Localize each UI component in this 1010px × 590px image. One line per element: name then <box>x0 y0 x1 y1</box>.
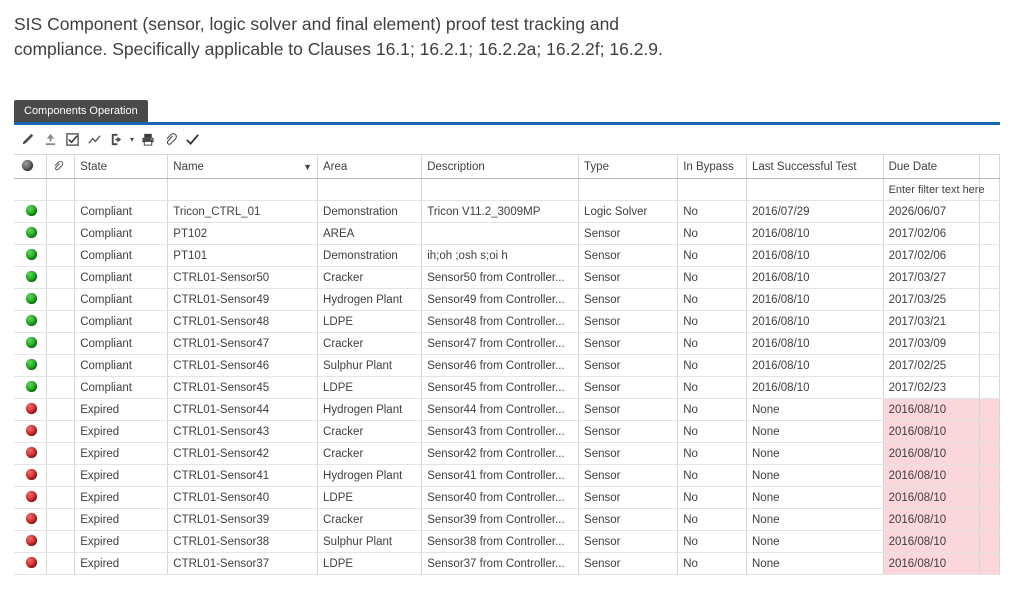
status-red-led-icon <box>26 491 37 502</box>
status-green-led-icon <box>26 359 37 370</box>
cell-area: Hydrogen Plant <box>318 289 422 311</box>
caption-line-2: compliance. Specifically applicable to Clauses 16.1; 16.2.1; 16.2.2a; 16.2.2f; 16.2.9. <box>14 39 663 60</box>
approve-check-icon[interactable] <box>182 130 202 150</box>
cell-due-date: 2016/08/10 <box>883 531 979 553</box>
cell-area: Cracker <box>318 333 422 355</box>
cell-status <box>14 487 46 509</box>
filter-cell-state[interactable] <box>75 179 168 201</box>
cell-area: Hydrogen Plant <box>318 465 422 487</box>
column-header-description[interactable]: Description <box>422 156 579 179</box>
export-icon[interactable] <box>106 130 126 150</box>
cell-last-successful-test: None <box>747 399 884 421</box>
cell-status <box>14 531 46 553</box>
cell-due-date: 2017/03/25 <box>883 289 979 311</box>
cell-area: Cracker <box>318 421 422 443</box>
cell-in-bypass: No <box>678 311 747 333</box>
cell-area: Sulphur Plant <box>318 355 422 377</box>
status-green-led-icon <box>26 315 37 326</box>
cell-status <box>14 311 46 333</box>
status-red-led-icon <box>26 557 37 568</box>
cell-state: Expired <box>75 465 168 487</box>
components-operation-panel <box>14 100 1000 575</box>
filter-row <box>14 179 1000 201</box>
cell-due-date: 2016/08/10 <box>883 421 979 443</box>
cell-area: Cracker <box>318 267 422 289</box>
table-header-row <box>14 156 1000 179</box>
cell-last-successful-test: None <box>747 443 884 465</box>
cell-area: LDPE <box>318 553 422 575</box>
cell-due-date: 2016/08/10 <box>883 553 979 575</box>
status-red-led-icon <box>26 447 37 458</box>
cell-name: CTRL01-Sensor45 <box>168 377 318 399</box>
filter-cell-status[interactable] <box>14 179 46 201</box>
status-red-led-icon <box>26 513 37 524</box>
table-row[interactable] <box>14 267 1000 289</box>
column-header-attachment[interactable] <box>46 156 74 179</box>
cell-state: Compliant <box>75 333 168 355</box>
cell-state: Compliant <box>75 267 168 289</box>
table-row[interactable] <box>14 355 1000 377</box>
cell-state: Expired <box>75 553 168 575</box>
sort-descending-icon: ▼ <box>303 162 313 172</box>
status-green-led-icon <box>26 205 37 216</box>
page-caption <box>0 0 1010 63</box>
cell-description: Sensor40 from Controller... <box>422 487 579 509</box>
filter-cell-name[interactable] <box>168 179 318 201</box>
cell-state: Compliant <box>75 311 168 333</box>
cell-description: Sensor38 from Controller... <box>422 531 579 553</box>
table-row[interactable] <box>14 531 1000 553</box>
status-green-led-icon <box>26 249 37 260</box>
cell-attachment <box>46 443 74 465</box>
cell-spacer <box>979 399 999 421</box>
cell-due-date: 2017/03/21 <box>883 311 979 333</box>
column-header-spacer <box>979 156 999 179</box>
cell-attachment <box>46 267 74 289</box>
cell-in-bypass: No <box>678 377 747 399</box>
status-green-led-icon <box>26 381 37 392</box>
cell-in-bypass: No <box>678 531 747 553</box>
cell-type: Sensor <box>579 355 678 377</box>
status-green-led-icon <box>26 337 37 348</box>
status-green-led-icon <box>26 293 37 304</box>
column-header-state[interactable]: State <box>75 156 168 179</box>
table-row[interactable] <box>14 377 1000 399</box>
cell-spacer <box>979 267 999 289</box>
chevron-down-icon[interactable]: ▾ <box>129 135 134 144</box>
cell-due-date: 2017/02/25 <box>883 355 979 377</box>
table-row[interactable] <box>14 509 1000 531</box>
filter-cell-last-successful-test[interactable] <box>747 179 884 201</box>
table-row[interactable] <box>14 201 1000 223</box>
caption-line-1: SIS Component (sensor, logic solver and final element) proof test tracking and <box>14 14 620 34</box>
cell-spacer <box>979 553 999 575</box>
filter-cell-in-bypass[interactable] <box>678 179 747 201</box>
cell-spacer <box>979 465 999 487</box>
cell-state: Compliant <box>75 289 168 311</box>
cell-name: CTRL01-Sensor47 <box>168 333 318 355</box>
cell-spacer <box>979 421 999 443</box>
edit-pencil-icon[interactable] <box>18 130 38 150</box>
cell-spacer <box>979 509 999 531</box>
filter-cell-area[interactable] <box>318 179 422 201</box>
cell-area: Demonstration <box>318 201 422 223</box>
cell-status <box>14 289 46 311</box>
cell-attachment <box>46 311 74 333</box>
cell-area: Cracker <box>318 443 422 465</box>
cell-name: CTRL01-Sensor38 <box>168 531 318 553</box>
table-row[interactable] <box>14 421 1000 443</box>
cell-attachment <box>46 487 74 509</box>
cell-state: Expired <box>75 531 168 553</box>
cell-last-successful-test: 2016/07/29 <box>747 201 884 223</box>
cell-due-date: 2016/08/10 <box>883 465 979 487</box>
cell-description: Sensor37 from Controller... <box>422 553 579 575</box>
upload-icon[interactable] <box>40 130 60 150</box>
cell-status <box>14 421 46 443</box>
cell-description: Sensor45 from Controller... <box>422 377 579 399</box>
checkbox-icon[interactable] <box>62 130 82 150</box>
cell-last-successful-test: 2016/08/10 <box>747 311 884 333</box>
cell-last-successful-test: None <box>747 531 884 553</box>
cell-type: Sensor <box>579 553 678 575</box>
cell-in-bypass: No <box>678 399 747 421</box>
table-row[interactable] <box>14 245 1000 267</box>
cell-last-successful-test: 2016/08/10 <box>747 245 884 267</box>
column-header-status[interactable] <box>14 156 46 179</box>
cell-last-successful-test: 2016/08/10 <box>747 333 884 355</box>
cell-status <box>14 465 46 487</box>
cell-in-bypass: No <box>678 267 747 289</box>
cell-attachment <box>46 355 74 377</box>
cell-name: CTRL01-Sensor50 <box>168 267 318 289</box>
cell-last-successful-test: 2016/08/10 <box>747 355 884 377</box>
cell-description: Sensor50 from Controller... <box>422 267 579 289</box>
cell-last-successful-test: None <box>747 509 884 531</box>
cell-area: AREA <box>318 223 422 245</box>
column-header-type[interactable]: Type <box>579 156 678 179</box>
cell-in-bypass: No <box>678 443 747 465</box>
components-table <box>14 155 1000 575</box>
cell-status <box>14 355 46 377</box>
cell-name: CTRL01-Sensor42 <box>168 443 318 465</box>
cell-in-bypass: No <box>678 355 747 377</box>
cell-type: Sensor <box>579 399 678 421</box>
cell-due-date: 2017/02/23 <box>883 377 979 399</box>
cell-name: Tricon_CTRL_01 <box>168 201 318 223</box>
table-row[interactable] <box>14 223 1000 245</box>
table-row[interactable] <box>14 311 1000 333</box>
cell-type: Sensor <box>579 531 678 553</box>
cell-last-successful-test: None <box>747 465 884 487</box>
status-circle-icon <box>22 160 33 171</box>
table-row[interactable] <box>14 333 1000 355</box>
cell-state: Compliant <box>75 245 168 267</box>
cell-description: Sensor43 from Controller... <box>422 421 579 443</box>
cell-due-date: 2017/02/06 <box>883 245 979 267</box>
cell-state: Expired <box>75 399 168 421</box>
cell-spacer <box>979 289 999 311</box>
status-red-led-icon <box>26 425 37 436</box>
cell-type: Sensor <box>579 465 678 487</box>
cell-name: CTRL01-Sensor43 <box>168 421 318 443</box>
cell-description: Sensor39 from Controller... <box>422 509 579 531</box>
cell-attachment <box>46 333 74 355</box>
cell-spacer <box>979 311 999 333</box>
cell-in-bypass: No <box>678 333 747 355</box>
cell-spacer <box>979 355 999 377</box>
cell-description: Tricon V11.2_3009MP <box>422 201 579 223</box>
attachment-icon[interactable] <box>160 130 180 150</box>
cell-due-date: 2017/03/09 <box>883 333 979 355</box>
cell-status <box>14 443 46 465</box>
table-row[interactable] <box>14 289 1000 311</box>
cell-type: Sensor <box>579 509 678 531</box>
cell-in-bypass: No <box>678 465 747 487</box>
cell-name: CTRL01-Sensor46 <box>168 355 318 377</box>
cell-status <box>14 509 46 531</box>
cell-type: Sensor <box>579 245 678 267</box>
cell-description: Sensor46 from Controller... <box>422 355 579 377</box>
cell-description: Sensor48 from Controller... <box>422 311 579 333</box>
cell-description: Sensor49 from Controller... <box>422 289 579 311</box>
cell-in-bypass: No <box>678 509 747 531</box>
table-row[interactable] <box>14 553 1000 575</box>
cell-name: PT101 <box>168 245 318 267</box>
column-header-due-date[interactable]: Due Date <box>883 156 979 179</box>
cell-due-date: 2016/08/10 <box>883 443 979 465</box>
trend-chart-icon[interactable] <box>84 130 104 150</box>
cell-description: Sensor41 from Controller... <box>422 465 579 487</box>
cell-status <box>14 333 46 355</box>
cell-description <box>422 223 579 245</box>
cell-area: Hydrogen Plant <box>318 399 422 421</box>
cell-state: Compliant <box>75 223 168 245</box>
cell-state: Expired <box>75 421 168 443</box>
print-icon[interactable] <box>138 130 158 150</box>
cell-area: LDPE <box>318 487 422 509</box>
cell-type: Sensor <box>579 289 678 311</box>
cell-area: LDPE <box>318 311 422 333</box>
cell-last-successful-test: 2016/08/10 <box>747 223 884 245</box>
cell-name: CTRL01-Sensor40 <box>168 487 318 509</box>
cell-type: Sensor <box>579 377 678 399</box>
cell-state: Expired <box>75 509 168 531</box>
cell-attachment <box>46 201 74 223</box>
cell-name: CTRL01-Sensor48 <box>168 311 318 333</box>
cell-due-date: 2016/08/10 <box>883 509 979 531</box>
filter-cell-type[interactable] <box>579 179 678 201</box>
cell-in-bypass: No <box>678 487 747 509</box>
cell-in-bypass: No <box>678 289 747 311</box>
cell-spacer <box>979 377 999 399</box>
cell-status <box>14 201 46 223</box>
cell-last-successful-test: None <box>747 553 884 575</box>
cell-last-successful-test: 2016/08/10 <box>747 377 884 399</box>
cell-type: Sensor <box>579 421 678 443</box>
cell-status <box>14 377 46 399</box>
cell-due-date: 2016/08/10 <box>883 487 979 509</box>
status-green-led-icon <box>26 271 37 282</box>
attachment-icon <box>52 160 64 172</box>
table-row[interactable] <box>14 399 1000 421</box>
cell-attachment <box>46 421 74 443</box>
column-header-name[interactable]: Name ▼ <box>168 156 318 179</box>
table-row[interactable] <box>14 487 1000 509</box>
cell-area: Cracker <box>318 509 422 531</box>
table-body <box>14 201 1000 575</box>
cell-state: Compliant <box>75 377 168 399</box>
cell-attachment <box>46 245 74 267</box>
grid-toolbar <box>14 125 1000 155</box>
cell-state: Expired <box>75 487 168 509</box>
cell-in-bypass: No <box>678 553 747 575</box>
cell-status <box>14 245 46 267</box>
cell-description: Sensor42 from Controller... <box>422 443 579 465</box>
cell-status <box>14 553 46 575</box>
table-row[interactable] <box>14 443 1000 465</box>
tab-components-operation[interactable]: Components Operation <box>14 100 148 122</box>
cell-due-date: 2026/06/07 <box>883 201 979 223</box>
cell-status <box>14 399 46 421</box>
cell-spacer <box>979 223 999 245</box>
status-red-led-icon <box>26 535 37 546</box>
tab-strip <box>14 100 1000 122</box>
cell-attachment <box>46 553 74 575</box>
cell-spacer <box>979 531 999 553</box>
cell-state: Compliant <box>75 201 168 223</box>
cell-type: Logic Solver <box>579 201 678 223</box>
column-header-last-successful-test[interactable]: Last Successful Test <box>747 156 884 179</box>
cell-name: CTRL01-Sensor44 <box>168 399 318 421</box>
cell-name: CTRL01-Sensor39 <box>168 509 318 531</box>
cell-in-bypass: No <box>678 201 747 223</box>
cell-attachment <box>46 399 74 421</box>
cell-in-bypass: No <box>678 223 747 245</box>
cell-last-successful-test: None <box>747 487 884 509</box>
cell-last-successful-test: 2016/08/10 <box>747 289 884 311</box>
cell-type: Sensor <box>579 443 678 465</box>
cell-spacer <box>979 201 999 223</box>
cell-attachment <box>46 223 74 245</box>
cell-last-successful-test: None <box>747 421 884 443</box>
cell-type: Sensor <box>579 267 678 289</box>
table-row[interactable] <box>14 465 1000 487</box>
filter-cell-description[interactable] <box>422 179 579 201</box>
status-green-led-icon <box>26 227 37 238</box>
column-header-area[interactable]: Area <box>318 156 422 179</box>
cell-attachment <box>46 289 74 311</box>
filter-input-due-date[interactable]: Enter filter text here <box>883 179 979 201</box>
cell-due-date: 2017/03/27 <box>883 267 979 289</box>
cell-attachment <box>46 509 74 531</box>
cell-last-successful-test: 2016/08/10 <box>747 267 884 289</box>
column-header-in-bypass[interactable]: In Bypass <box>678 156 747 179</box>
cell-type: Sensor <box>579 487 678 509</box>
cell-state: Expired <box>75 443 168 465</box>
cell-area: Demonstration <box>318 245 422 267</box>
filter-cell-attachment[interactable] <box>46 179 74 201</box>
cell-due-date: 2017/02/06 <box>883 223 979 245</box>
cell-status <box>14 267 46 289</box>
cell-name: CTRL01-Sensor41 <box>168 465 318 487</box>
cell-name: PT102 <box>168 223 318 245</box>
cell-description: Sensor44 from Controller... <box>422 399 579 421</box>
cell-due-date: 2016/08/10 <box>883 399 979 421</box>
cell-description: ih;oh ;osh s;oi h <box>422 245 579 267</box>
cell-in-bypass: No <box>678 421 747 443</box>
cell-in-bypass: No <box>678 245 747 267</box>
cell-attachment <box>46 377 74 399</box>
cell-spacer <box>979 443 999 465</box>
cell-spacer <box>979 245 999 267</box>
cell-attachment <box>46 531 74 553</box>
cell-type: Sensor <box>579 223 678 245</box>
cell-description: Sensor47 from Controller... <box>422 333 579 355</box>
cell-spacer <box>979 487 999 509</box>
cell-attachment <box>46 465 74 487</box>
cell-type: Sensor <box>579 311 678 333</box>
status-red-led-icon <box>26 469 37 480</box>
cell-type: Sensor <box>579 333 678 355</box>
cell-name: CTRL01-Sensor49 <box>168 289 318 311</box>
cell-area: LDPE <box>318 377 422 399</box>
cell-spacer <box>979 333 999 355</box>
cell-area: Sulphur Plant <box>318 531 422 553</box>
cell-state: Compliant <box>75 355 168 377</box>
cell-status <box>14 223 46 245</box>
status-red-led-icon <box>26 403 37 414</box>
cell-name: CTRL01-Sensor37 <box>168 553 318 575</box>
